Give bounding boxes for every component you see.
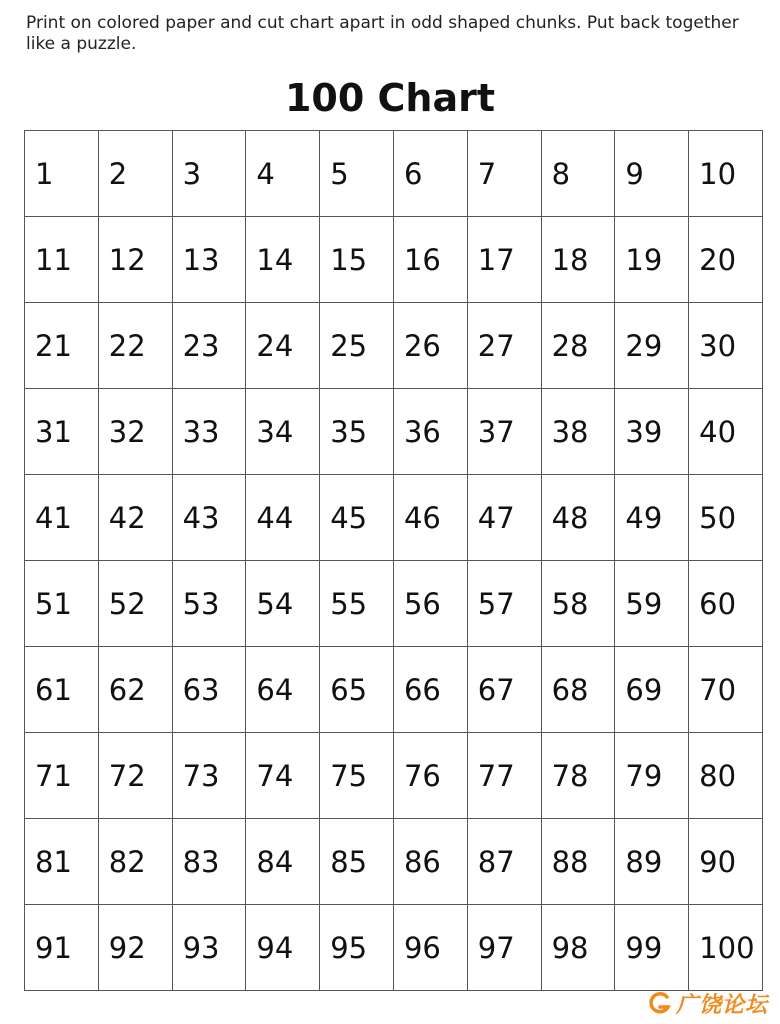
grid-cell: 79: [615, 733, 689, 819]
grid-row: [25, 303, 763, 389]
grid-cell: 55: [320, 561, 394, 647]
grid-cell: 23: [172, 303, 246, 389]
grid-cell: 8: [541, 131, 615, 217]
grid-cell: 7: [467, 131, 541, 217]
grid-cell: 48: [541, 475, 615, 561]
grid-cell: 58: [541, 561, 615, 647]
watermark: [647, 986, 768, 1020]
grid-cell: 26: [393, 303, 467, 389]
grid-cell: 16: [393, 217, 467, 303]
grid-cell: 49: [615, 475, 689, 561]
grid-cell: 17: [467, 217, 541, 303]
grid-cell: 92: [98, 905, 172, 991]
grid-cell: 87: [467, 819, 541, 905]
grid-cell: 32: [98, 389, 172, 475]
grid-cell: 1: [25, 131, 99, 217]
grid-cell: 68: [541, 647, 615, 733]
grid-cell: 94: [246, 905, 320, 991]
grid-cell: 65: [320, 647, 394, 733]
page-title: 100 Chart: [284, 76, 496, 120]
grid-cell: 54: [246, 561, 320, 647]
grid-cell: 28: [541, 303, 615, 389]
grid-cell: 9: [615, 131, 689, 217]
grid-row: [25, 389, 763, 475]
grid-cell: 10: [689, 131, 763, 217]
watermark-text: 广饶论坛: [675, 992, 768, 1018]
grid-cell: 75: [320, 733, 394, 819]
grid-cell: 98: [541, 905, 615, 991]
grid-cell: 57: [467, 561, 541, 647]
grid-cell: 12: [98, 217, 172, 303]
grid-cell: 100: [689, 905, 763, 991]
instructions-text: Print on colored paper and cut chart apart in odd shaped chunks. Put back together like a puzzle.: [26, 13, 739, 54]
grid-cell: 34: [246, 389, 320, 475]
grid-cell: 24: [246, 303, 320, 389]
grid-cell: 56: [393, 561, 467, 647]
grid-cell: 37: [467, 389, 541, 475]
grid-row: [25, 647, 763, 733]
grid-cell: 4: [246, 131, 320, 217]
grid-cell: 5: [320, 131, 394, 217]
grid-cell: 45: [320, 475, 394, 561]
grid-cell: 27: [467, 303, 541, 389]
grid-cell: 39: [615, 389, 689, 475]
grid-cell: 93: [172, 905, 246, 991]
grid-cell: 66: [393, 647, 467, 733]
grid-cell: 88: [541, 819, 615, 905]
grid-cell: 74: [246, 733, 320, 819]
grid-row: [25, 561, 763, 647]
grid-cell: 82: [98, 819, 172, 905]
grid-cell: 18: [541, 217, 615, 303]
grid-cell: 3: [172, 131, 246, 217]
grid-cell: 46: [393, 475, 467, 561]
grid-cell: 35: [320, 389, 394, 475]
grid-cell: 77: [467, 733, 541, 819]
grid-cell: 38: [541, 389, 615, 475]
grid-cell: 36: [393, 389, 467, 475]
grid-cell: 6: [393, 131, 467, 217]
grid-row: [25, 217, 763, 303]
grid-cell: 50: [689, 475, 763, 561]
grid-cell: 70: [689, 647, 763, 733]
grid-cell: 51: [25, 561, 99, 647]
grid-cell: 40: [689, 389, 763, 475]
grid-cell: 42: [98, 475, 172, 561]
grid-cell: 11: [25, 217, 99, 303]
grid-cell: 83: [172, 819, 246, 905]
grid-row: [25, 819, 763, 905]
grid-cell: 15: [320, 217, 394, 303]
grid-cell: 2: [98, 131, 172, 217]
grid-row: [25, 733, 763, 819]
grid-cell: 71: [25, 733, 99, 819]
grid-cell: 31: [25, 389, 99, 475]
grid-cell: 44: [246, 475, 320, 561]
grid-cell: 60: [689, 561, 763, 647]
grid-cell: 69: [615, 647, 689, 733]
grid-cell: 97: [467, 905, 541, 991]
grid-cell: 14: [246, 217, 320, 303]
grid-cell: 25: [320, 303, 394, 389]
grid-cell: 67: [467, 647, 541, 733]
hundred-chart-grid: [24, 130, 763, 991]
grid-cell: 61: [25, 647, 99, 733]
grid-cell: 63: [172, 647, 246, 733]
grid-cell: 90: [689, 819, 763, 905]
grid-row: [25, 905, 763, 991]
grid-cell: 53: [172, 561, 246, 647]
grid-cell: 96: [393, 905, 467, 991]
grid-cell: 62: [98, 647, 172, 733]
grid-cell: 52: [98, 561, 172, 647]
grid-cell: 72: [98, 733, 172, 819]
grid-cell: 84: [246, 819, 320, 905]
grid-cell: 20: [689, 217, 763, 303]
watermark-logo-icon: [647, 990, 673, 1016]
grid-cell: 13: [172, 217, 246, 303]
grid-cell: 59: [615, 561, 689, 647]
grid-cell: 86: [393, 819, 467, 905]
grid-cell: 85: [320, 819, 394, 905]
grid-cell: 41: [25, 475, 99, 561]
grid-cell: 22: [98, 303, 172, 389]
grid-cell: 89: [615, 819, 689, 905]
grid-cell: 21: [25, 303, 99, 389]
grid-cell: 43: [172, 475, 246, 561]
grid-cell: 78: [541, 733, 615, 819]
grid-cell: 19: [615, 217, 689, 303]
grid-row: [25, 475, 763, 561]
grid-cell: 30: [689, 303, 763, 389]
grid-cell: 91: [25, 905, 99, 991]
grid-cell: 29: [615, 303, 689, 389]
grid-cell: 47: [467, 475, 541, 561]
grid-row: [25, 131, 763, 217]
grid-cell: 99: [615, 905, 689, 991]
grid-cell: 76: [393, 733, 467, 819]
grid-cell: 73: [172, 733, 246, 819]
grid-cell: 33: [172, 389, 246, 475]
grid-cell: 64: [246, 647, 320, 733]
grid-cell: 81: [25, 819, 99, 905]
grid-cell: 80: [689, 733, 763, 819]
grid-cell: 95: [320, 905, 394, 991]
